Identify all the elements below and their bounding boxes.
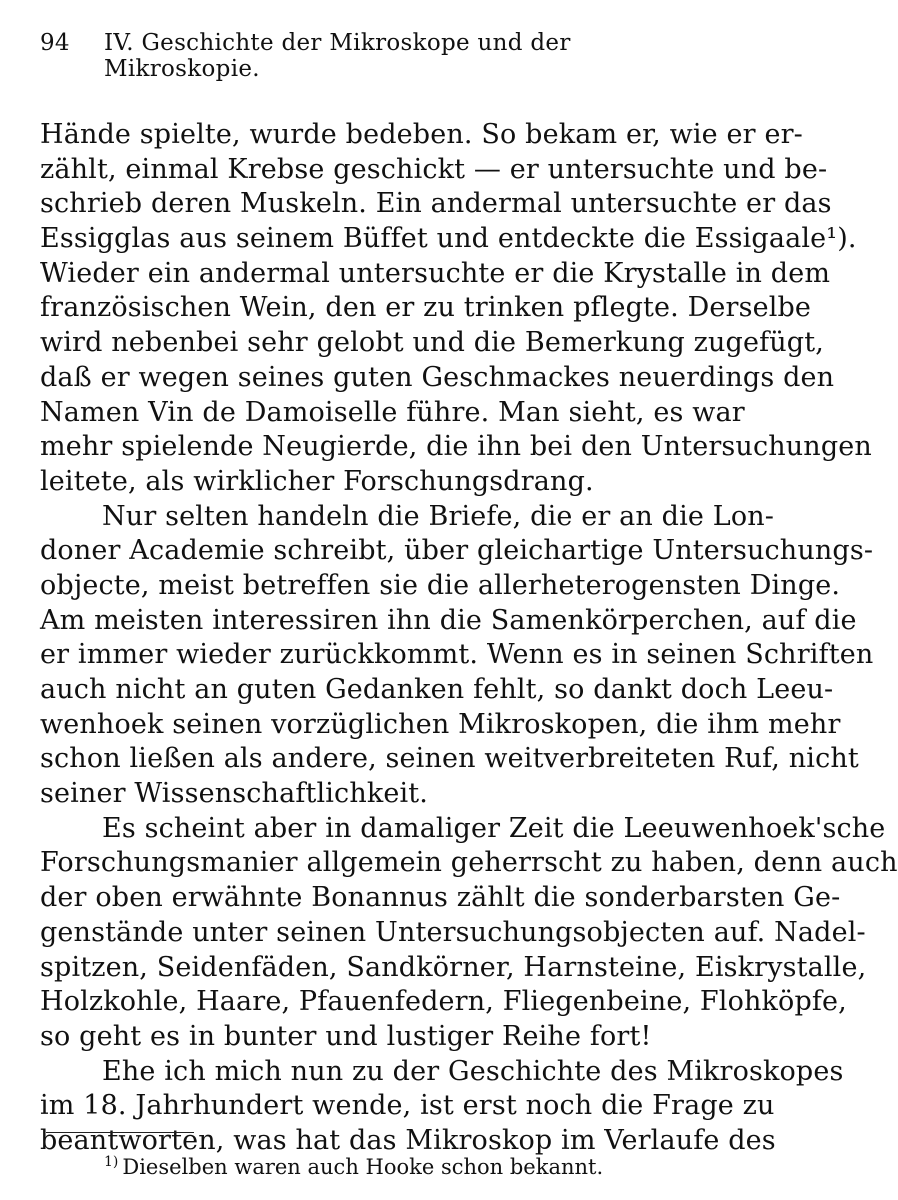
running-title: IV. Geschichte der Mikroskope und der Mikroskopie. <box>104 30 571 82</box>
text-line: Forschungsmanier allgemein geherrscht zu haben, denn auch <box>40 847 898 879</box>
text-line: doner Academie schreibt, über gleichartige Untersuchungs- <box>40 535 874 567</box>
text-line: der oben erwähnte Bonannus zählt die sonderbarsten Ge- <box>40 882 841 914</box>
text-line: beantworten, was hat das Mikroskop im Verlaufe des <box>40 1124 776 1156</box>
text-line: er immer wieder zurückkommt. Wenn es in seinen Schriften <box>40 639 874 671</box>
text-line: genstände unter seinen Untersuchungsobjecten auf. Nadel- <box>40 916 866 948</box>
text-line: wird nebenbei sehr gelobt und die Bemerkung zugefügt, <box>40 327 824 359</box>
text-line: Am meisten interessiren ihn die Samenkörperchen, auf die <box>40 604 857 636</box>
paragraph <box>40 1055 844 1159</box>
text-line: Ehe ich mich nun zu der Geschichte des Mikroskopes <box>102 1055 844 1087</box>
text-line: seiner Wissenschaftlichkeit. <box>40 778 429 810</box>
paragraph <box>40 812 898 1055</box>
text-line: Wieder ein andermal untersuchte er die Krystalle in dem <box>40 257 831 289</box>
page-header <box>40 30 705 82</box>
text-line: leitete, als wirklicher Forschungsdrang. <box>40 465 594 497</box>
paragraph <box>40 500 874 812</box>
text-line: mehr spielende Neugierde, die ihn bei den Untersuchungen <box>40 431 872 463</box>
text-line: wenhoek seinen vorzüglichen Mikroskopen, die ihm mehr <box>40 708 841 740</box>
text-line: so geht es in bunter und lustiger Reihe fort! <box>40 1020 652 1052</box>
text-line: schrieb deren Muskeln. Ein andermal untersuchte er das <box>40 188 832 220</box>
text-line: Essigglas aus seinem Büffet und entdeckte die Essigaale¹). <box>40 223 857 255</box>
footnote-separator <box>46 1132 194 1133</box>
text-line: auch nicht an guten Gedanken fehlt, so dankt doch Leeu- <box>40 674 834 705</box>
paragraph <box>40 118 872 500</box>
page-number: 94 <box>40 30 70 56</box>
text-line: französischen Wein, den er zu trinken pflegte. Derselbe <box>40 292 812 324</box>
text-line: schon ließen als andere, seinen weitverbreiteten Ruf, nicht <box>40 743 859 775</box>
text-line: Es scheint aber in damaliger Zeit die Leeuwenhoek'sche <box>102 812 886 844</box>
body-text <box>40 118 898 1159</box>
text-line: Hände spielte, wurde bedeben. So bekam er, wie er er- <box>40 119 803 150</box>
text-line: Nur selten handeln die Briefe, die er an die Lon- <box>102 500 775 532</box>
footnote-text: Dieselben waren auch Hooke schon bekannt. <box>122 1155 604 1179</box>
text-line: zählt, einmal Krebse geschickt — er untersuchte und be- <box>40 153 828 185</box>
text-line: spitzen, Seidenfäden, Sandkörner, Harnsteine, Eiskrystalle, <box>40 951 867 983</box>
text-line: Holzkohle, Haare, Pfauenfedern, Fliegenbeine, Flohköpfe, <box>40 986 847 1018</box>
footnote <box>104 1148 603 1181</box>
text-line: daß er wegen seines guten Geschmackes neuerdings den <box>40 361 835 393</box>
text-line: Namen Vin de Damoiselle führe. Man sieht, es war <box>40 396 745 428</box>
footnote-marker: 1) <box>104 1154 119 1170</box>
text-line: im 18. Jahrhundert wende, ist erst noch die Frage zu <box>40 1090 775 1122</box>
text-line: objecte, meist betreffen sie die allerheterogensten Dinge. <box>40 569 841 601</box>
